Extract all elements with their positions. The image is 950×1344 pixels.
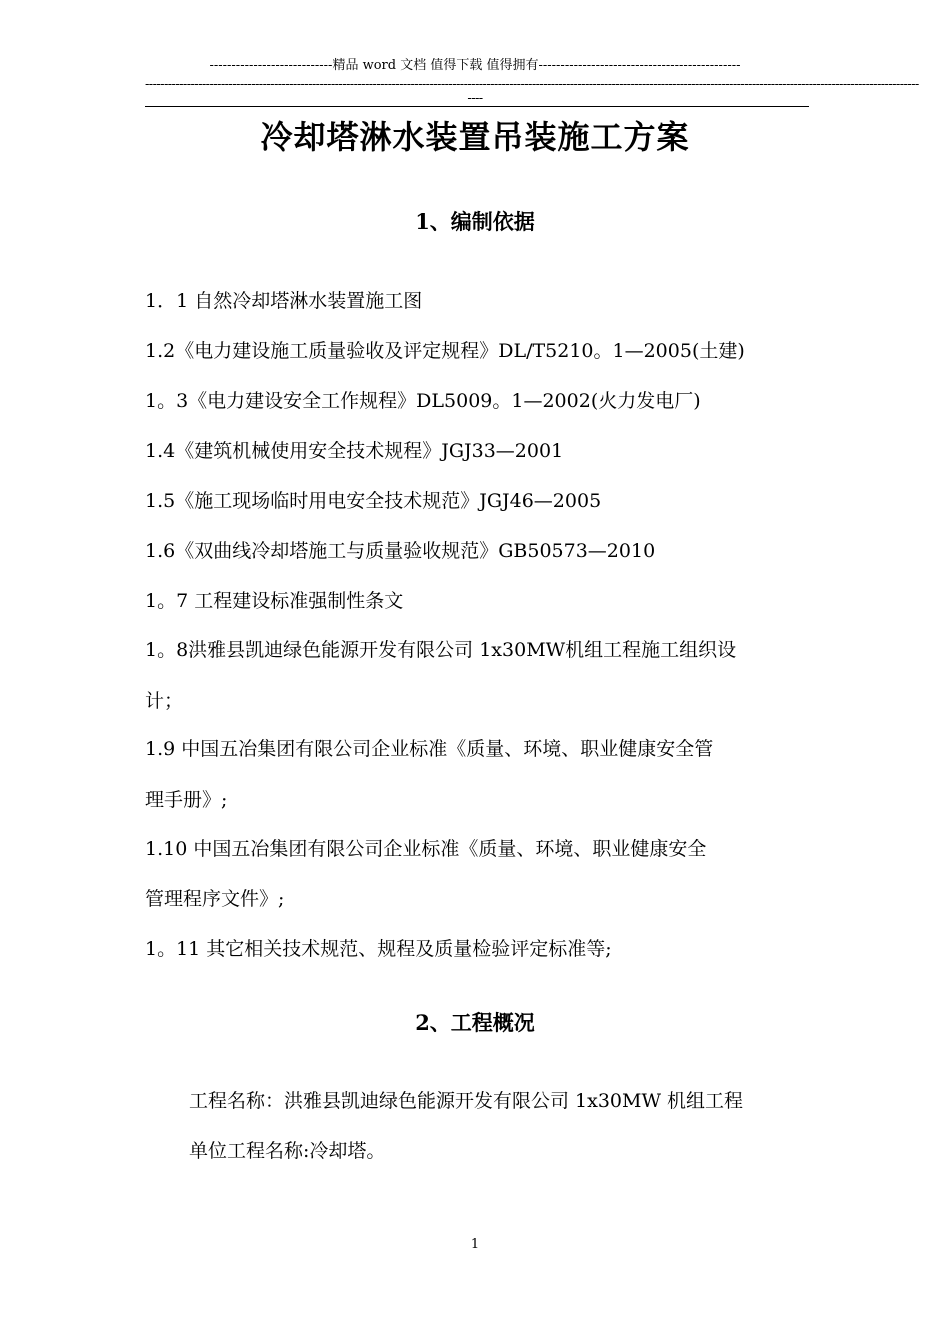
- basis-line: 1。3《电力建设安全工作规程》DL5009。1—2002(火力发电厂): [145, 390, 701, 412]
- basis-line: 1．1 自然冷却塔淋水装置施工图: [145, 290, 423, 312]
- basis-line: 1.10 中国五冶集团有限公司企业标准《质量、环境、职业健康安全: [145, 838, 707, 860]
- basis-line: 理手册》;: [145, 789, 228, 811]
- page-number: 1: [470, 1237, 480, 1252]
- basis-line: 1.4《建筑机械使用安全技术规程》JGJ33—2001: [145, 440, 564, 462]
- basis-line: 管理程序文件》;: [145, 888, 285, 910]
- basis-line: 1.9 中国五冶集团有限公司企业标准《质量、环境、职业健康安全管: [145, 738, 714, 760]
- overview-line: 单位工程名称:冷却塔。: [189, 1140, 386, 1162]
- basis-line: 1。8洪雅县凯迪绿色能源开发有限公司 1x30MW机组工程施工组织设: [145, 639, 737, 661]
- header-dash-tail: ----: [467, 91, 483, 106]
- header-banner: ----------------------------精品 word 文档 值得下载 值得拥有----------------------------------------------: [209, 58, 741, 73]
- overview-line: 工程名称：洪雅县凯迪绿色能源开发有限公司 1x30MW 机组工程: [189, 1090, 744, 1112]
- basis-line: 1.2《电力建设施工质量验收及评定规程》DL/T5210。1—2005(土建): [145, 340, 745, 362]
- basis-line: 1.6《双曲线冷却塔施工与质量验收规范》GB50573—2010: [145, 540, 656, 562]
- basis-line: 计；: [145, 690, 184, 712]
- basis-line: 1.5《施工现场临时用电安全技术规范》JGJ46—2005: [145, 490, 602, 512]
- section-heading-basis: 1、编制依据: [415, 209, 535, 234]
- section-heading-overview: 2、工程概况: [415, 1010, 535, 1035]
- header-dash-line: ------------------------------------------------------------------------------------------------------------------------------------------------------------------------------------------------------------: [145, 77, 919, 92]
- document-title: 冷却塔淋水装置吊装施工方案: [260, 118, 690, 156]
- basis-line: 1。11 其它相关技术规范、规程及质量检验评定标准等;: [145, 938, 612, 960]
- basis-line: 1。7 工程建设标准强制性条文: [145, 590, 404, 612]
- header-rule: [145, 106, 809, 107]
